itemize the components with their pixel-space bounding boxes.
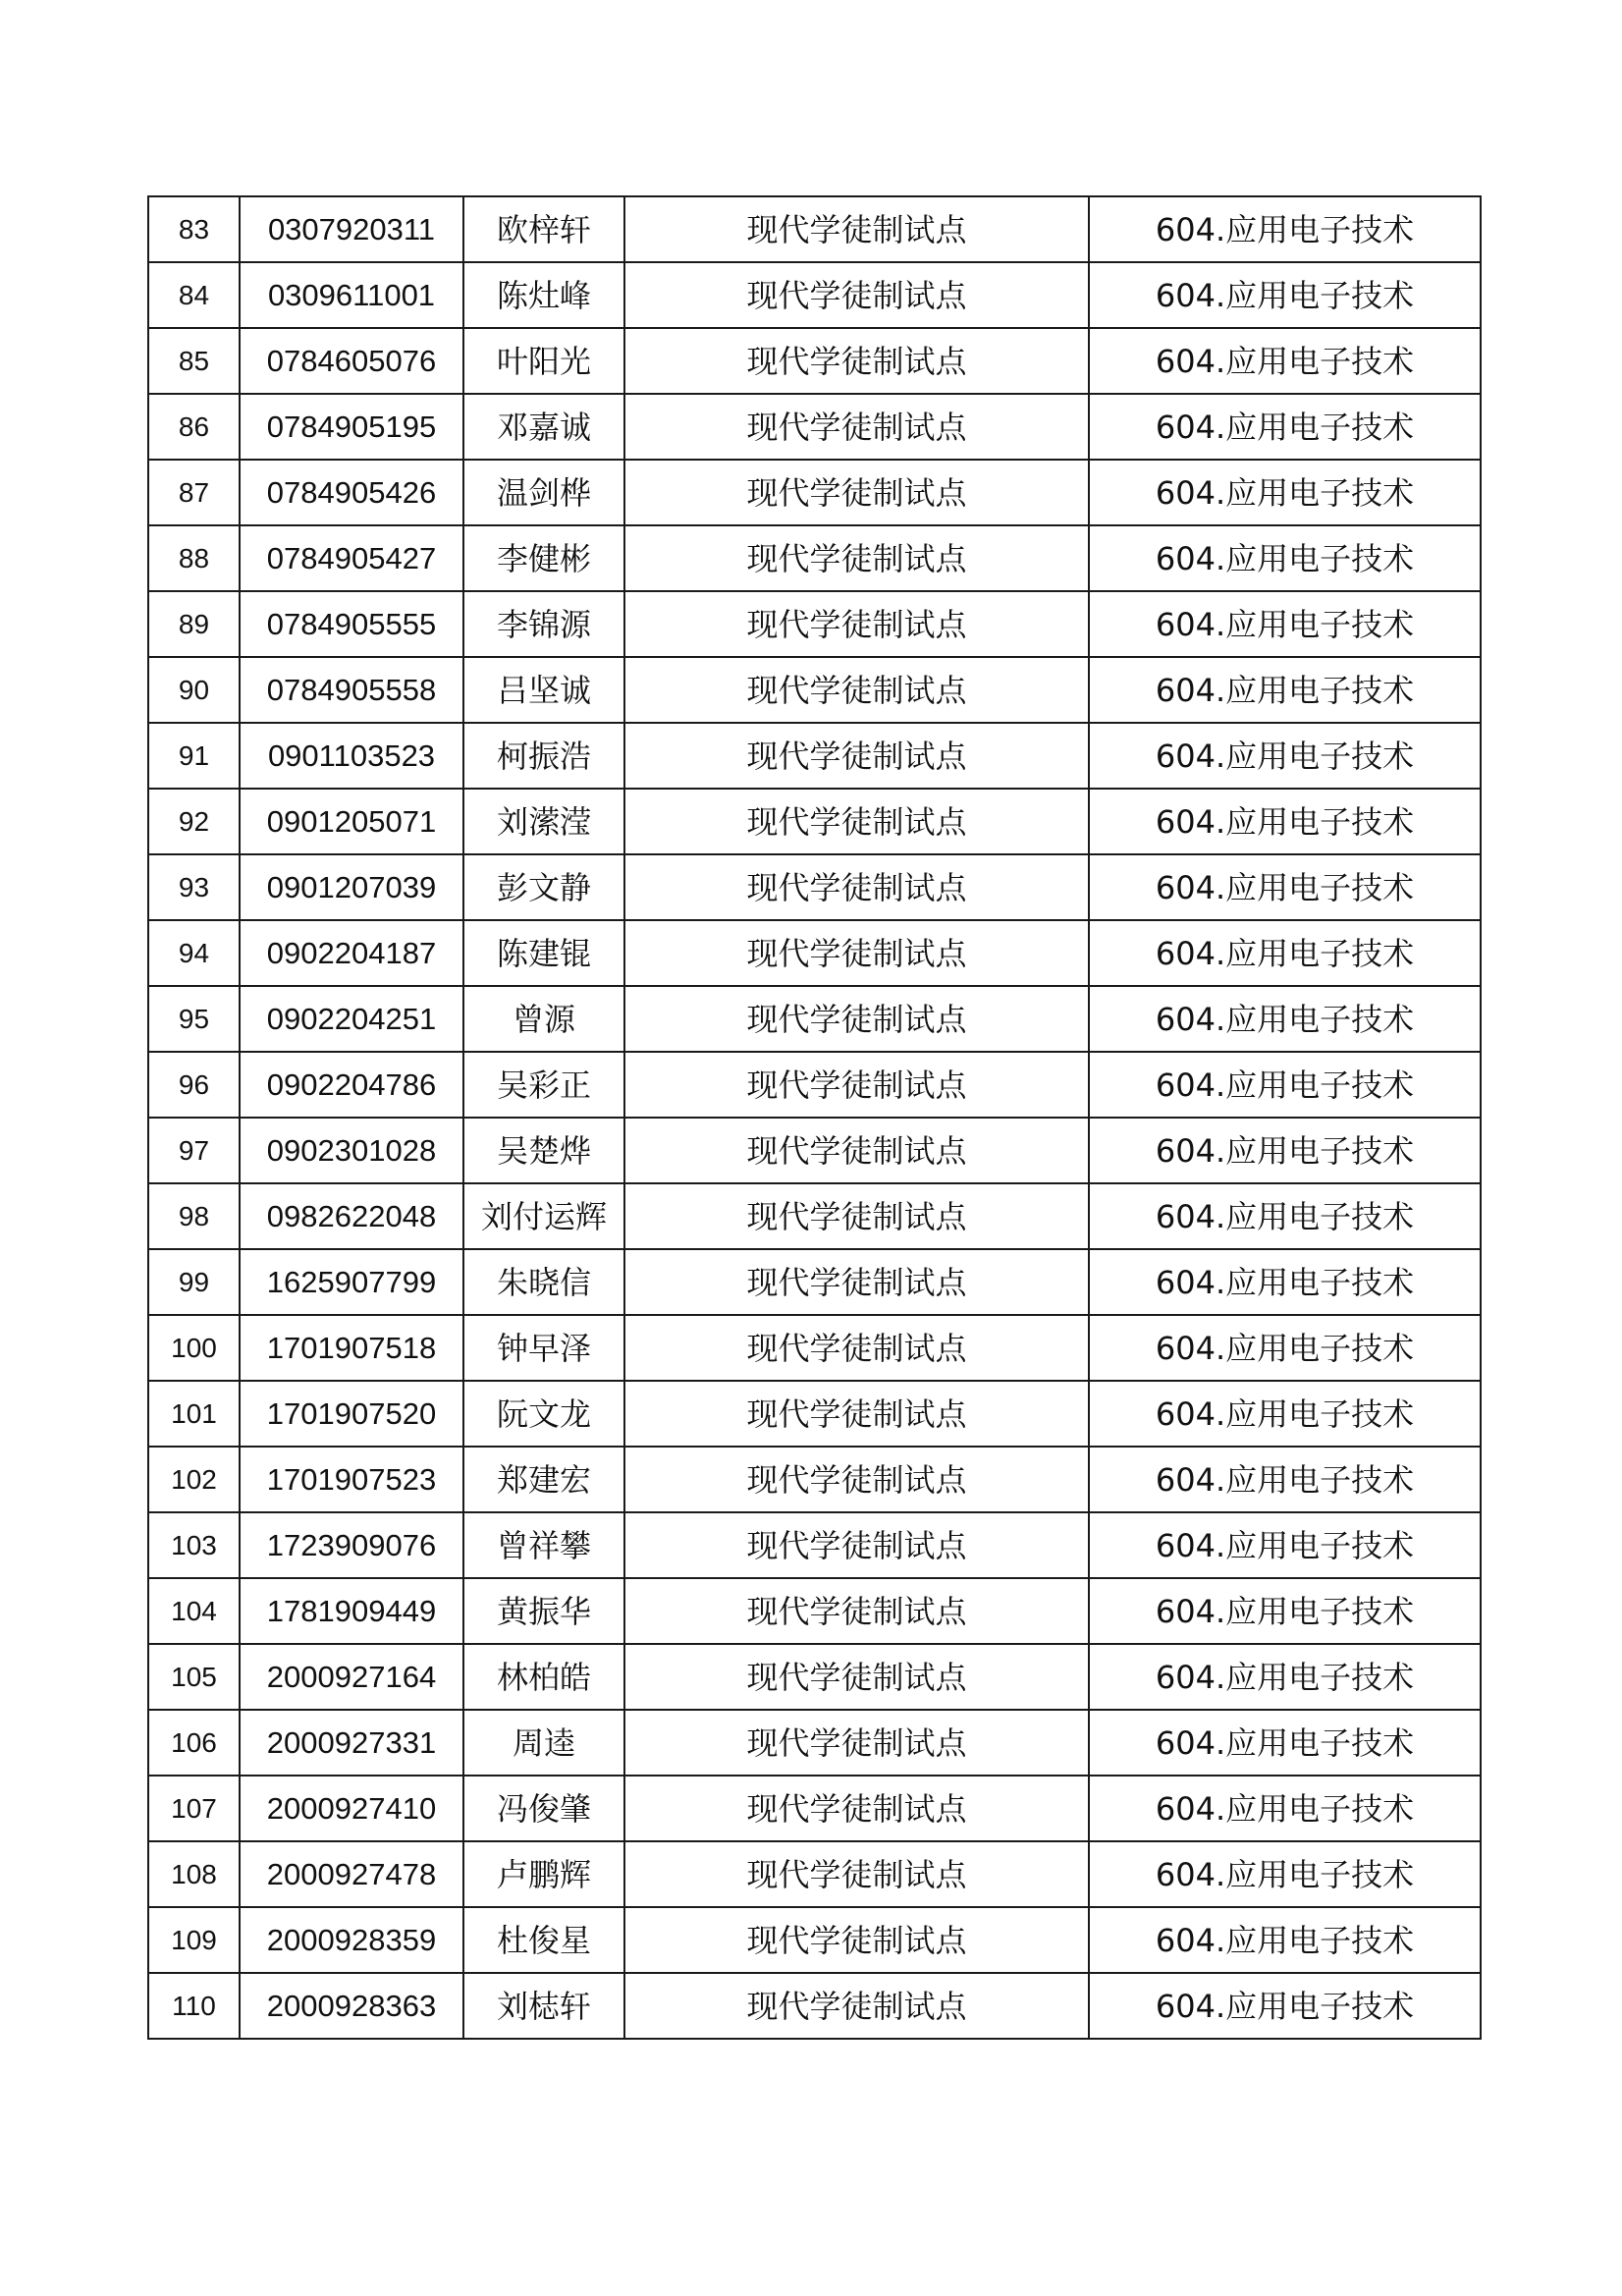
student-name-cell: 朱晓信: [463, 1249, 624, 1315]
program-type-cell: 现代学徒制试点: [624, 723, 1089, 789]
major-cell: 604.应用电子技术: [1089, 1710, 1481, 1776]
student-id-cell: 2000928363: [240, 1973, 463, 2039]
program-type-cell: 现代学徒制试点: [624, 789, 1089, 854]
student-id-cell: 0982622048: [240, 1183, 463, 1249]
row-number-cell: 110: [148, 1973, 240, 2039]
major-cell: 604.应用电子技术: [1089, 1183, 1481, 1249]
row-number-cell: 104: [148, 1578, 240, 1644]
program-type-cell: 现代学徒制试点: [624, 657, 1089, 723]
row-number-cell: 95: [148, 986, 240, 1052]
table-row: [148, 1052, 1481, 1118]
student-id-cell: 1701907520: [240, 1381, 463, 1447]
program-type-cell: 现代学徒制试点: [624, 920, 1089, 986]
major-cell: 604.应用电子技术: [1089, 1973, 1481, 2039]
row-number-cell: 99: [148, 1249, 240, 1315]
student-id-cell: 2000927410: [240, 1776, 463, 1841]
student-id-cell: 1723909076: [240, 1512, 463, 1578]
student-name-cell: 钟早泽: [463, 1315, 624, 1381]
student-name-cell: 阮文龙: [463, 1381, 624, 1447]
major-cell: 604.应用电子技术: [1089, 789, 1481, 854]
row-number-cell: 92: [148, 789, 240, 854]
row-number-cell: 86: [148, 394, 240, 460]
program-type-cell: 现代学徒制试点: [624, 1315, 1089, 1381]
table-row: [148, 1381, 1481, 1447]
program-type-cell: 现代学徒制试点: [624, 394, 1089, 460]
program-type-cell: 现代学徒制试点: [624, 1381, 1089, 1447]
student-id-cell: 0307920311: [240, 196, 463, 262]
program-type-cell: 现代学徒制试点: [624, 525, 1089, 591]
row-number-cell: 101: [148, 1381, 240, 1447]
program-type-cell: 现代学徒制试点: [624, 854, 1089, 920]
student-name-cell: 曾祥攀: [463, 1512, 624, 1578]
row-number-cell: 91: [148, 723, 240, 789]
table-row: [148, 591, 1481, 657]
major-cell: 604.应用电子技术: [1089, 328, 1481, 394]
student-name-cell: 卢鹏辉: [463, 1841, 624, 1907]
program-type-cell: 现代学徒制试点: [624, 196, 1089, 262]
row-number-cell: 96: [148, 1052, 240, 1118]
program-type-cell: 现代学徒制试点: [624, 1907, 1089, 1973]
student-name-cell: 陈灶峰: [463, 262, 624, 328]
student-name-cell: 曾源: [463, 986, 624, 1052]
table-row: [148, 986, 1481, 1052]
major-cell: 604.应用电子技术: [1089, 394, 1481, 460]
student-name-cell: 陈建锟: [463, 920, 624, 986]
student-id-cell: 2000928359: [240, 1907, 463, 1973]
student-id-cell: 0784605076: [240, 328, 463, 394]
student-name-cell: 彭文静: [463, 854, 624, 920]
major-cell: 604.应用电子技术: [1089, 920, 1481, 986]
major-cell: 604.应用电子技术: [1089, 1512, 1481, 1578]
table-row: [148, 1907, 1481, 1973]
major-cell: 604.应用电子技术: [1089, 1118, 1481, 1183]
program-type-cell: 现代学徒制试点: [624, 1973, 1089, 2039]
row-number-cell: 107: [148, 1776, 240, 1841]
row-number-cell: 109: [148, 1907, 240, 1973]
program-type-cell: 现代学徒制试点: [624, 328, 1089, 394]
student-name-cell: 郑建宏: [463, 1447, 624, 1512]
row-number-cell: 88: [148, 525, 240, 591]
student-name-cell: 刘付运辉: [463, 1183, 624, 1249]
table-row: [148, 460, 1481, 525]
student-id-cell: 1701907523: [240, 1447, 463, 1512]
table-row: [148, 1973, 1481, 2039]
row-number-cell: 87: [148, 460, 240, 525]
major-cell: 604.应用电子技术: [1089, 196, 1481, 262]
table-row: [148, 1315, 1481, 1381]
table-row: [148, 1644, 1481, 1710]
table-row: [148, 525, 1481, 591]
student-id-cell: 0901205071: [240, 789, 463, 854]
major-cell: 604.应用电子技术: [1089, 1052, 1481, 1118]
student-name-cell: 李锦源: [463, 591, 624, 657]
program-type-cell: 现代学徒制试点: [624, 262, 1089, 328]
program-type-cell: 现代学徒制试点: [624, 1710, 1089, 1776]
row-number-cell: 106: [148, 1710, 240, 1776]
student-id-cell: 1701907518: [240, 1315, 463, 1381]
table-row: [148, 1447, 1481, 1512]
table-row: [148, 723, 1481, 789]
row-number-cell: 85: [148, 328, 240, 394]
table-row: [148, 657, 1481, 723]
major-cell: 604.应用电子技术: [1089, 1249, 1481, 1315]
student-id-cell: 2000927331: [240, 1710, 463, 1776]
student-id-cell: 0309611001: [240, 262, 463, 328]
major-cell: 604.应用电子技术: [1089, 591, 1481, 657]
row-number-cell: 108: [148, 1841, 240, 1907]
student-name-cell: 刘潆滢: [463, 789, 624, 854]
major-cell: 604.应用电子技术: [1089, 854, 1481, 920]
student-id-cell: 0901207039: [240, 854, 463, 920]
table-row: [148, 196, 1481, 262]
program-type-cell: 现代学徒制试点: [624, 1578, 1089, 1644]
student-name-cell: 叶阳光: [463, 328, 624, 394]
row-number-cell: 94: [148, 920, 240, 986]
student-id-cell: 1781909449: [240, 1578, 463, 1644]
student-name-cell: 温剑桦: [463, 460, 624, 525]
table-row: [148, 1776, 1481, 1841]
student-name-cell: 黄振华: [463, 1578, 624, 1644]
major-cell: 604.应用电子技术: [1089, 1578, 1481, 1644]
program-type-cell: 现代学徒制试点: [624, 591, 1089, 657]
table-row: [148, 394, 1481, 460]
major-cell: 604.应用电子技术: [1089, 1776, 1481, 1841]
student-name-cell: 杜俊星: [463, 1907, 624, 1973]
row-number-cell: 89: [148, 591, 240, 657]
table-row: [148, 262, 1481, 328]
program-type-cell: 现代学徒制试点: [624, 1249, 1089, 1315]
row-number-cell: 84: [148, 262, 240, 328]
program-type-cell: 现代学徒制试点: [624, 986, 1089, 1052]
student-id-cell: 2000927164: [240, 1644, 463, 1710]
major-cell: 604.应用电子技术: [1089, 460, 1481, 525]
student-id-cell: 0784905555: [240, 591, 463, 657]
table-row: [148, 1183, 1481, 1249]
row-number-cell: 103: [148, 1512, 240, 1578]
student-name-cell: 冯俊肇: [463, 1776, 624, 1841]
major-cell: 604.应用电子技术: [1089, 1315, 1481, 1381]
student-name-cell: 欧梓轩: [463, 196, 624, 262]
major-cell: 604.应用电子技术: [1089, 657, 1481, 723]
student-name-cell: 吴楚烨: [463, 1118, 624, 1183]
student-name-cell: 柯振浩: [463, 723, 624, 789]
student-id-cell: 0902204251: [240, 986, 463, 1052]
major-cell: 604.应用电子技术: [1089, 723, 1481, 789]
major-cell: 604.应用电子技术: [1089, 1644, 1481, 1710]
major-cell: 604.应用电子技术: [1089, 1907, 1481, 1973]
student-name-cell: 邓嘉诚: [463, 394, 624, 460]
major-cell: 604.应用电子技术: [1089, 1841, 1481, 1907]
table-row: [148, 1249, 1481, 1315]
student-name-cell: 吕坚诚: [463, 657, 624, 723]
program-type-cell: 现代学徒制试点: [624, 460, 1089, 525]
student-name-cell: 吴彩正: [463, 1052, 624, 1118]
student-id-cell: 0902301028: [240, 1118, 463, 1183]
student-id-cell: 0784905427: [240, 525, 463, 591]
student-name-cell: 周逵: [463, 1710, 624, 1776]
student-roster-table: [147, 195, 1482, 2040]
student-id-cell: 0902204187: [240, 920, 463, 986]
program-type-cell: 现代学徒制试点: [624, 1776, 1089, 1841]
program-type-cell: 现代学徒制试点: [624, 1841, 1089, 1907]
student-id-cell: 0784905558: [240, 657, 463, 723]
major-cell: 604.应用电子技术: [1089, 262, 1481, 328]
row-number-cell: 93: [148, 854, 240, 920]
table-row: [148, 854, 1481, 920]
row-number-cell: 105: [148, 1644, 240, 1710]
row-number-cell: 97: [148, 1118, 240, 1183]
table-row: [148, 1118, 1481, 1183]
student-id-cell: 2000927478: [240, 1841, 463, 1907]
row-number-cell: 100: [148, 1315, 240, 1381]
row-number-cell: 90: [148, 657, 240, 723]
table-row: [148, 789, 1481, 854]
student-id-cell: 0784905195: [240, 394, 463, 460]
program-type-cell: 现代学徒制试点: [624, 1644, 1089, 1710]
table-row: [148, 920, 1481, 986]
major-cell: 604.应用电子技术: [1089, 1381, 1481, 1447]
program-type-cell: 现代学徒制试点: [624, 1118, 1089, 1183]
table-row: [148, 1710, 1481, 1776]
student-name-cell: 林柏皓: [463, 1644, 624, 1710]
program-type-cell: 现代学徒制试点: [624, 1512, 1089, 1578]
program-type-cell: 现代学徒制试点: [624, 1447, 1089, 1512]
program-type-cell: 现代学徒制试点: [624, 1183, 1089, 1249]
table-row: [148, 328, 1481, 394]
student-name-cell: 刘梽轩: [463, 1973, 624, 2039]
major-cell: 604.应用电子技术: [1089, 1447, 1481, 1512]
student-id-cell: 1625907799: [240, 1249, 463, 1315]
table-row: [148, 1578, 1481, 1644]
major-cell: 604.应用电子技术: [1089, 986, 1481, 1052]
student-id-cell: 0784905426: [240, 460, 463, 525]
row-number-cell: 102: [148, 1447, 240, 1512]
student-name-cell: 李健彬: [463, 525, 624, 591]
student-id-cell: 0901103523: [240, 723, 463, 789]
roster-body: [148, 196, 1481, 2039]
program-type-cell: 现代学徒制试点: [624, 1052, 1089, 1118]
row-number-cell: 98: [148, 1183, 240, 1249]
major-cell: 604.应用电子技术: [1089, 525, 1481, 591]
table-row: [148, 1512, 1481, 1578]
student-id-cell: 0902204786: [240, 1052, 463, 1118]
table-row: [148, 1841, 1481, 1907]
row-number-cell: 83: [148, 196, 240, 262]
